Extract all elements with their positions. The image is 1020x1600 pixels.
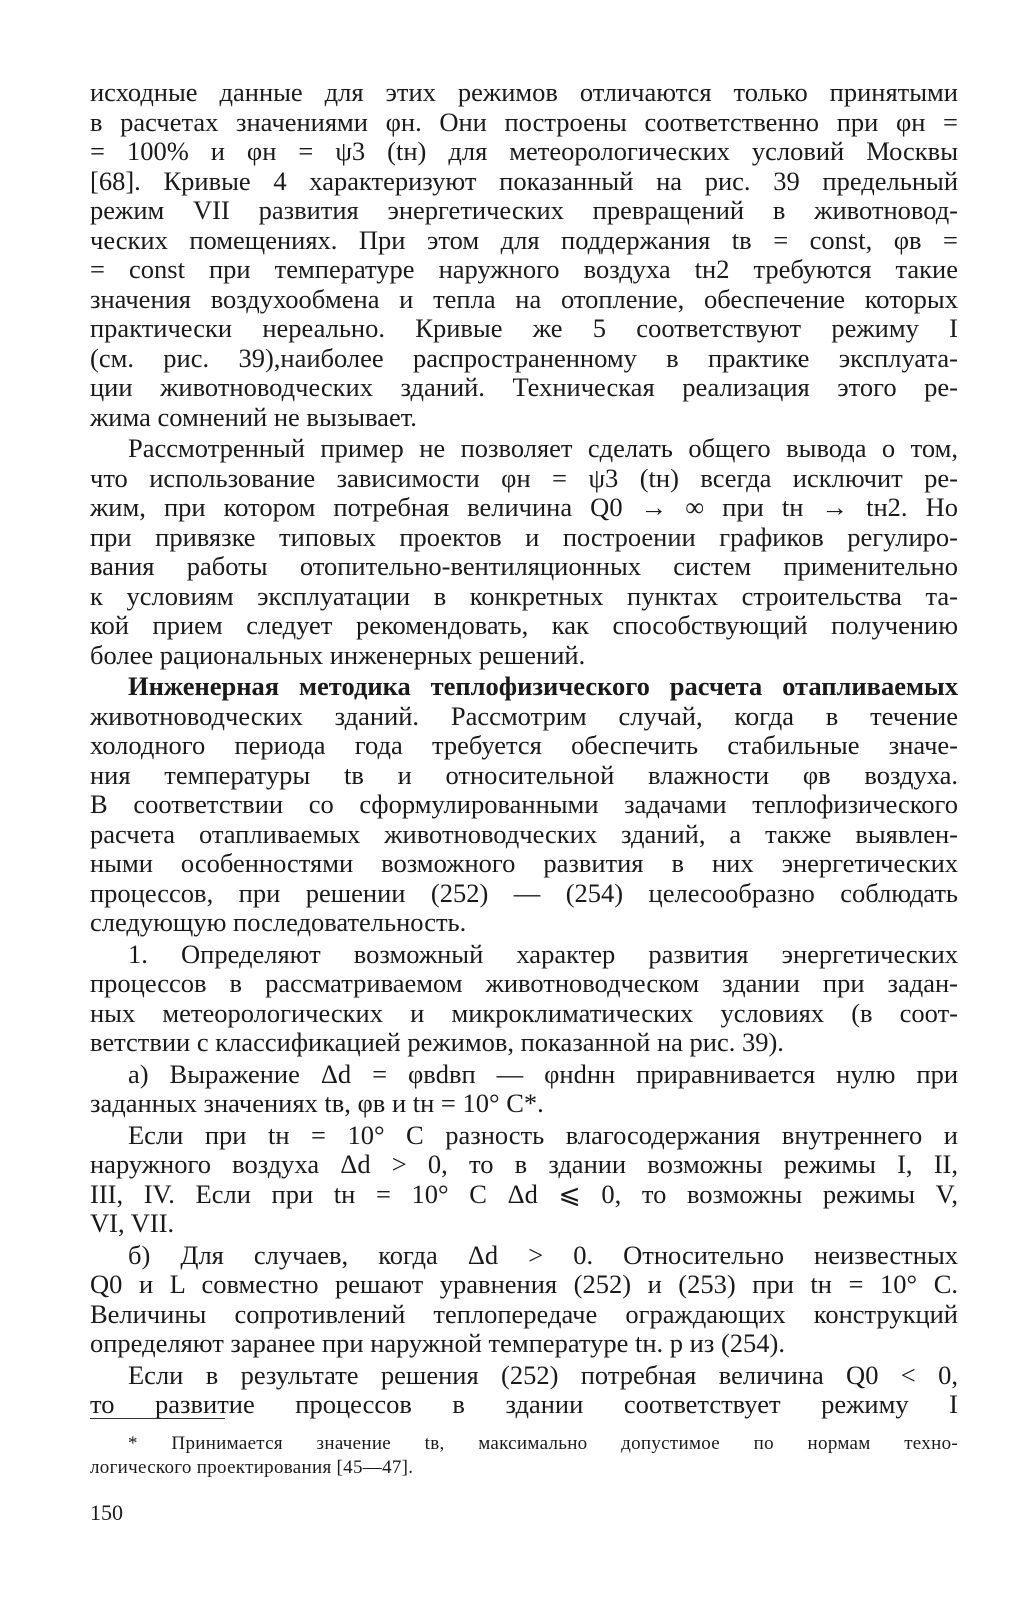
footnote-divider xyxy=(90,1418,225,1419)
text-line: Рассмотренный пример не позволяет сделать общего вывода о том, xyxy=(128,433,958,463)
text-line: процессов в рассматриваемом животноводческом здании при задан- xyxy=(90,968,958,998)
text-line: заданных значениях tв, φв и tн = 10° С*. xyxy=(90,1088,544,1118)
text-line: значения воздухообмена и тепла на отопление, обеспечение которых xyxy=(90,283,958,314)
text-line: вания работы отопительно-вентиляционных систем применительно xyxy=(90,551,958,581)
text-line: = const при температуре наружного воздуха tн2 требуются такие xyxy=(90,254,958,284)
text-line: кой прием следует рекомендовать, как способствующий получению xyxy=(90,610,958,640)
section-heading-line: Инженерная методика теплофизического расчета отапливаемых xyxy=(128,671,958,701)
text-line: 1. Определяют возможный характер развития энергетических xyxy=(128,938,958,969)
text-line: при привязке типовых проектов и построении графиков регулиро- xyxy=(90,521,958,552)
footnote xyxy=(90,1432,958,1480)
text-line: Если в результате решения (252) потребная величина Q0 < 0, xyxy=(128,1359,958,1390)
text-line: процессов, при решении (252) — (254) целесообразно соблюдать xyxy=(90,877,958,908)
text-line: б) Для случаев, когда Δd > 0. Относительно неизвестных xyxy=(128,1239,958,1270)
text-line: режим VII развития энергетических превращений в животновод- xyxy=(90,195,958,225)
footnote-line: * Принимается значение tв, максимально допустимое по нормам техно- xyxy=(128,1433,958,1454)
text-line: В соответствии со сформулированными задачами теплофизического xyxy=(90,789,958,819)
text-line: (см. рис. 39),наиболее распространенному в практике эксплуата- xyxy=(90,342,958,373)
footnote-line: логического проектирования [45—47]. xyxy=(90,1457,414,1478)
text-line: жим, при котором потребная величина Q0 → ∞ при tн → tн2. Но xyxy=(90,492,958,522)
text-line: к условиям эксплуатации в конкретных пунктах строительства та- xyxy=(90,580,958,611)
text-line: исходные данные для этих режимов отличаются только принятыми xyxy=(90,77,958,107)
text-line: = 100% и φн = ψ3 (tн) для метеорологических условий Москвы xyxy=(90,136,958,166)
text-line: ции животноводческих зданий. Техническая реализация этого ре- xyxy=(90,372,958,402)
text-line: ческих помещениях. При этом для поддержания tв = const, φв = xyxy=(90,224,958,255)
text-line: расчета отапливаемых животноводческих зданий, а также выявлен- xyxy=(90,818,958,849)
text-line: III, IV. Если при tн = 10° С Δd ⩽ 0, то возможны режимы V, xyxy=(90,1178,958,1209)
text-line: что использование зависимости φн = ψ3 (tн) всегда исключит ре- xyxy=(90,462,958,493)
text-line: то развитие процессов в здании соответствует режиму I xyxy=(90,1389,958,1419)
text-line: животноводческих зданий. Рассмотрим случай, когда в течение xyxy=(90,700,958,731)
text-line: наружного воздуха Δd > 0, то в здании возможны режимы I, II, xyxy=(90,1149,958,1179)
text-line: Если при tн = 10° С разность влагосодержания внутреннего и xyxy=(128,1119,958,1150)
text-line: Величины сопротивлений теплопередаче ограждающих конструкций xyxy=(90,1298,958,1329)
text-line: [68]. Кривые 4 характеризуют показанный на рис. 39 предельный xyxy=(90,165,958,196)
text-line: определяют заранее при наружной температуре tн. р из (254). xyxy=(90,1328,785,1358)
text-line: ветствии с классификацией режимов, показанной на рис. 39). xyxy=(90,1027,784,1057)
text-line: Q0 и L совместно решают уравнения (252) и (253) при tн = 10° С. xyxy=(90,1269,958,1299)
text-line: следующую последовательность. xyxy=(90,907,467,937)
text-line: практически нереально. Кривые же 5 соответствуют режиму I xyxy=(90,313,958,343)
text-line: ных метеорологических и микроклиматических условиях (в соот- xyxy=(90,997,958,1028)
text-line: ния температуры tв и относительной влажности φв воздуха. xyxy=(90,759,958,790)
text-line: а) Выражение Δd = φвdвп — φнdнн приравнивается нулю при xyxy=(128,1058,958,1089)
text-line: жима сомнений не вызывает. xyxy=(90,401,417,432)
text-line: холодного периода года требуется обеспечить стабильные значе- xyxy=(90,730,958,760)
text-line: VI, VII. xyxy=(90,1208,175,1238)
text-line: в расчетах значениями φн. Они построены соответственно при φн = xyxy=(90,106,958,137)
text-line: более рациональных инженерных решений. xyxy=(90,639,586,670)
page-number: 150 xyxy=(90,1500,123,1525)
text-line: ными особенностями возможного развития в них энергетических xyxy=(90,848,958,878)
page-body xyxy=(90,78,958,1420)
